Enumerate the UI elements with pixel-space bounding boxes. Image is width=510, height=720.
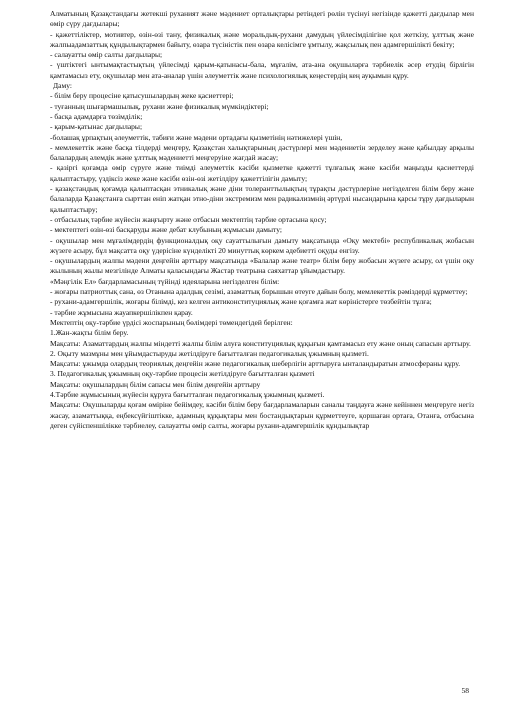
section-heading: 4.Тәрбие жұмысының жүйесін құруға бағытталған педагогикалық ұжымның қызметі. — [50, 389, 325, 399]
body-paragraph: Мақсаты: оқушылардың білім сапасы мен білім деңгейін арттыру — [50, 379, 261, 389]
body-paragraph: Мектептің оқу-тәрбие үрдісі жоспарының бөлімдері төмендегідей берілген: — [50, 317, 293, 327]
page-number: 58 — [461, 686, 469, 695]
body-paragraph: - жоғары патриоттық сана, өз Отанына адалдық сезімі, азаматтық борышын өтеуге дайын болу, мемлекеттік рәміздерді құрметтеу; — [50, 287, 468, 297]
section-heading: Даму: — [53, 81, 72, 91]
body-paragraph: - мектептегі өзін-өзі басқаруды және дебат клубының жұмысын дамыту; — [50, 225, 282, 235]
body-paragraph: - қазіргі қоғамда өмір сүруге және тиімді әлеуметтік кәсіби қызметке қажетті тұлғалық және кәсіби маңызды қасиеттерді қалыптастыру, үздіксіз жеке және кәсіби өзін-өзі жетілдіру қажеттілігін дамыту; — [50, 163, 474, 183]
body-paragraph: - қазақстандық қоғамда қалыптасқан этникалық және діни толеранттылықтың тұрақты дәстүрлеріне негізделген білім беру және балаларда Қазақстанға сырттан еніп жатқан этно-діни экстремизм мен радикализмнің әртүрлі нысандарына қарсы тұру дағдыларын қалыптастыру; — [50, 184, 474, 214]
body-paragraph: - оқушылардың жалпы мәдени деңгейін арттыру мақсатында «Балалар және театр» білім беру жобасын жүзеге асыру, ол үшін оқу жылының жылы мезгілінде Алматы қаласындағы Жастар театрына саяхаттар ұйымдастыру. — [50, 256, 474, 276]
section-heading: 2. Оқыту мазмұны мен ұйымдастыруды жетілдіруге бағытталған педагогикалық ұжымның қызметі. — [50, 348, 369, 358]
body-paragraph: Мақсаты: Азаматтардың жалпы міндетті жалпы білім алуға конституциялық құқығын қамтамасыз ету және оның сапасын арттыру. — [50, 338, 471, 348]
body-paragraph: - рухани-адамгершілік, жоғары білімді, кез келген антиконституциялық және қоғамға жат көріністерге төзбейтін тұлға; — [50, 297, 432, 307]
section-heading: 3. Педагогикалық ұжымның оқу-тәрбие процесін жетілдіруге бағытталған қызметі — [50, 369, 315, 379]
section-heading: 1.Жан-жақты білім беру. — [50, 328, 129, 338]
body-paragraph: - туғанның шығармашылық, рухани және физикалық мүмкіндіктері; — [50, 101, 269, 111]
body-paragraph: «Мәңгілік Ел» бағдарламасының түйінді идеяларына негізделген білім: — [50, 276, 280, 286]
body-paragraph: - мемлекеттік және басқа тілдерді меңгеру, Қазақстан халықтарының дәстүрлері мен мәдениетін зерделеу және қабылдау арқылы балалардың әлемдік және ұлттық мәдениетті меңгеруіне жағдай жасау; — [50, 142, 474, 163]
body-paragraph: Алматының Қазақстандағы жетекші руханият және мәдениет орталықтары ретіндегі рөлін түсінуі негізінде қажетті дағдылар мен өмір сүру дағдылары; — [50, 9, 474, 29]
body-paragraph: - оқушылар мен мұғалімдердің функционалдық оқу сауаттылығын дамыту мақсатында «Оқу мектебі» республикалық жобасын жүзеге асыру, бұл мақсатта оқу үдерісіне күнделікті 20 минуттық көркем әдебиетті оқуды енгізу. — [50, 235, 474, 255]
body-paragraph: - қарым-қатынас дағдылары; — [50, 122, 143, 132]
body-paragraph: Мақсаты: Оқушыларды қоғам өміріне бейімдеу, кәсіби білім беру бағдарламаларын саналы таңдауға және кейіннен меңгеруге негіз жасау, азаматтыққа, еңбексүйгіштікке, адамның құқықтары мен бостандықтарын құрметтеуге, қоршаған ортаға, Отанға, отбасына деген сүйіспеншілікке тәрбиелеу, салауатты өмір салты, жоғары рухани-адамгершілік құндылықтар — [50, 400, 474, 430]
body-paragraph: Мақсаты: ұжымда олардың теориялық деңгейін және педагогикалық шеберлігін арттыруға ынталандыратын атмосфераны құру. — [50, 359, 461, 369]
document-body — [50, 9, 474, 431]
body-paragraph: - отбасылық тәрбие жүйесін жаңғырту және отбасын мектептің тәрбие ортасына қосу; — [50, 214, 327, 224]
body-paragraph: - білім беру процесіне қатысушылардың жеке қасиеттері; — [50, 91, 234, 101]
body-paragraph: - тәрбие жұмысына жауапкершілікпен қарау. — [50, 307, 193, 317]
body-paragraph: - қажеттіліктер, мотивтер, өзін-өзі тану, физикалық және моральдық-рухани дамудың үйлесімділігіне қол жеткізу, ұлттық және жалпыадамзаттық құндылықтармен байыту, өзара түсіністік пен өзара келісімге ұмтылу, жақсылық пен адамгершілікті бекіту; — [50, 29, 474, 49]
body-paragraph: - үштіктегі ынтымақтастықтың үйлесімді қарым-қатынасы-бала, мұғалім, ата-ана оқушыларға тәрбиелік әсер етудің бірлігін қамтамасыз ету, оқушылар мен ата-аналар үшін әлеуметтік және психологиялық кеңестердің кең ауқымын құру. — [50, 60, 474, 80]
body-paragraph: - басқа адамдарға төзімділік; — [50, 111, 143, 121]
body-paragraph: - салауатты өмір салты дағдылары; — [50, 50, 163, 60]
body-paragraph: -болашақ ұрпақтың әлеуметтік, табиғи және мәдени ортадағы қызметінің нәтижелері үшін, — [50, 132, 343, 142]
